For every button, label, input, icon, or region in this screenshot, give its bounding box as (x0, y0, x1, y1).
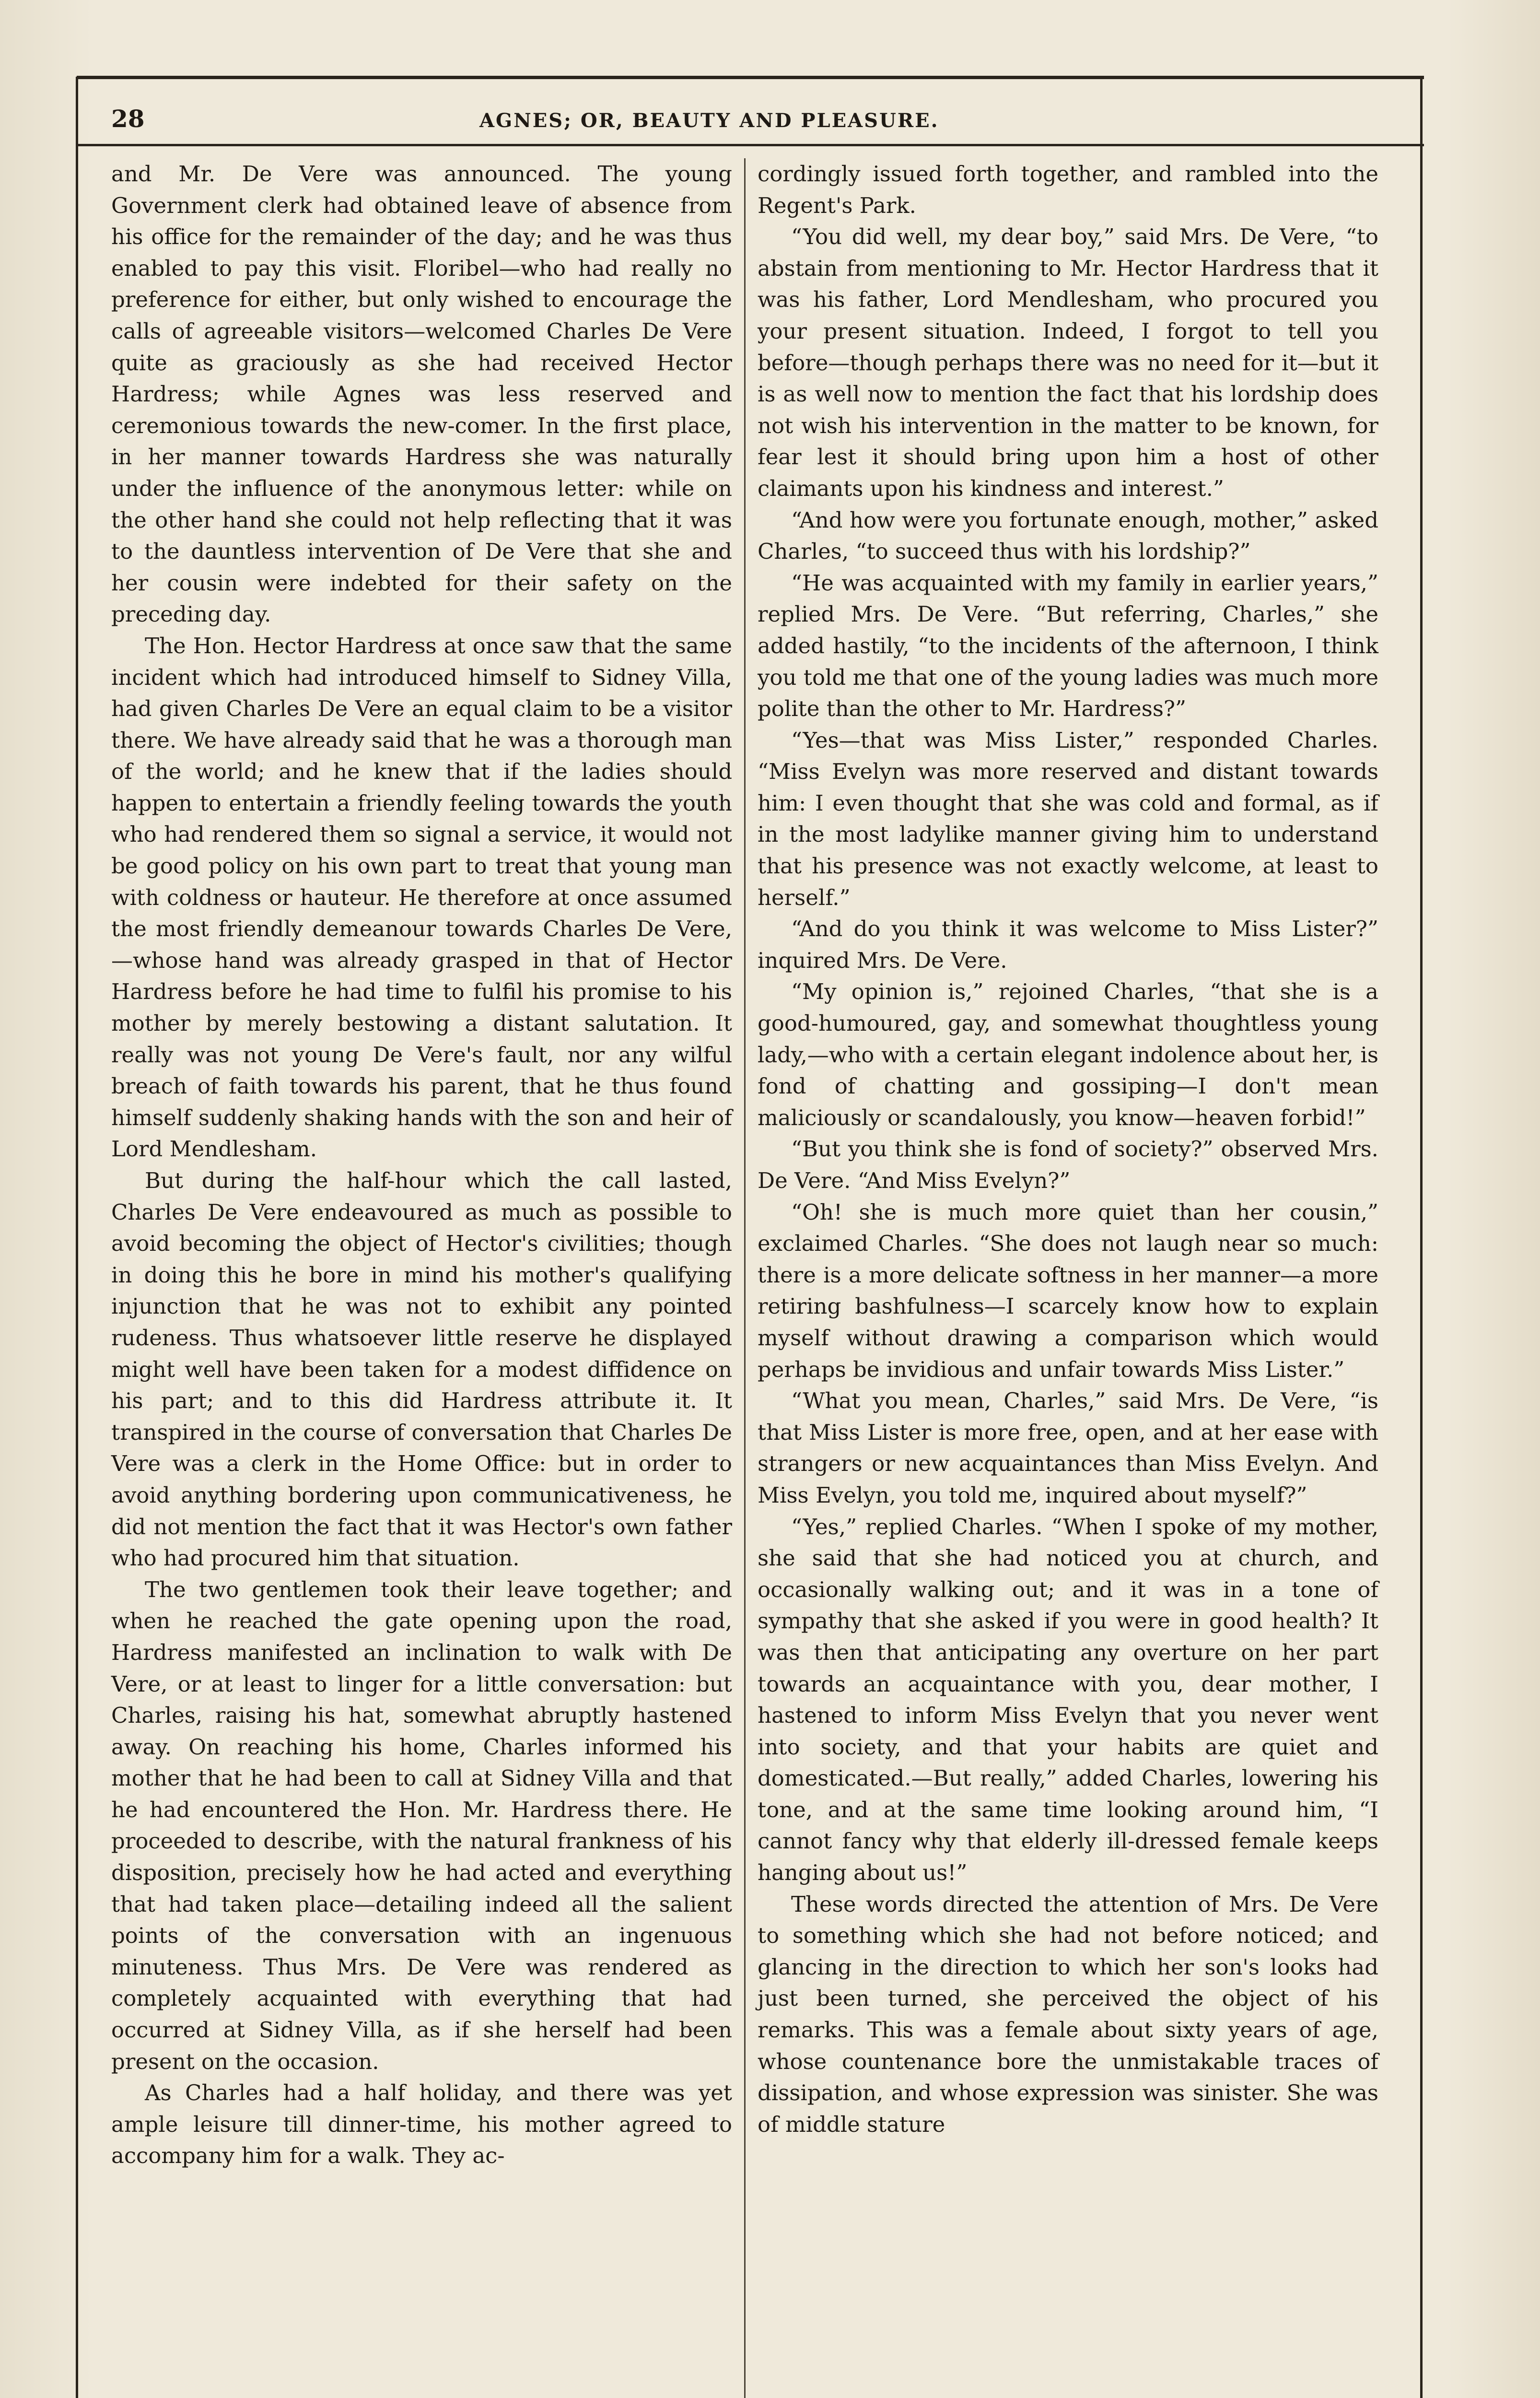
paragraph: “He was acquainted with my family in earlier years,” replied Mrs. De Vere. “But referring, Charles,” she added hastily, “to the incidents of the afternoon, I think you told me that one of the young ladies was much more polite than the other to Mr. Hardress?” (758, 570, 1378, 722)
left-border-rule (76, 77, 78, 2398)
paragraph: “Oh! she is much more quiet than her cousin,” exclaimed Charles. “She does not laugh near so much: there is a more delicate softness in her manner—a more retiring bashfulness—I scarcely know how to explain myself without drawing a comparison which would perhaps be invidious and unfair towards Miss Lister.” (758, 1199, 1378, 1382)
paragraph: The two gentlemen took their leave together; and when he reached the gate opening upon the road, Hardress manifested an inclination to walk with De Vere, or at least to linger for a little conversation: but Charles, raising his hat, somewhat abruptly hastened away. On reaching his home, Charles informed his mother that he had been to call at Sidney Villa and that he had encountered the Hon. Mr. Hardress there. He proceeded to describe, with the natural frankness of his disposition, precisely how he had acted and everything that had taken place—detailing indeed all the salient points of the conversation with an ingenuous minuteness. Thus Mrs. De Vere was rendered as completely acquainted with everything that had occurred at Sidney Villa, as if she herself had been present on the occasion. (111, 1576, 732, 2074)
paragraph: “Yes,” replied Charles. “When I spoke of my mother, she said that she had noticed you at church, and occasionally walking out; and it was in a tone of sympathy that she asked if you were in good health? It was then that anticipating any overture on her part towards an acquaintance with you, dear mother, I hastened to inform Miss Evelyn that you never went into society, and that your habits are quiet and domesticated.—But really,” added Charles, lowering his tone, and at the same time looking around him, “I cannot fancy why that elderly ill-dressed female keeps hanging about us!” (758, 1514, 1378, 1886)
right-column (758, 158, 1378, 2140)
top-border-rule (77, 76, 1424, 79)
paragraph: But during the half-hour which the call lasted, Charles De Vere endeavoured as much as possible to avoid becoming the object of Hector's civilities; though in doing this he bore in mind his mother's qualifying injunction that he was not to exhibit any pointed rudeness. Thus whatsoever little reserve he displayed might well have been taken for a modest diffidence on his part; and to this did Hardress attribute it. It transpired in the course of conversation that Charles De Vere was a clerk in the Home Office: but in order to avoid anything bordering upon communicativeness, he did not mention the fact that it was Hector's own father who had procured him that situation. (111, 1168, 732, 1571)
paragraph: As Charles had a half holiday, and there was yet ample leisure till dinner-time, his mother agreed to accompany him for a walk. They ac- (111, 2080, 732, 2169)
paragraph: These words directed the attention of Mrs. De Vere to something which she had not before noticed; and glancing in the direction to which her son's looks had just been turned, she perceived the object of his remarks. This was a female about sixty years of age, whose countenance bore the unmistakable traces of dissipation, and whose expression was sinister. She was of middle stature (758, 1891, 1378, 2137)
paragraph: “You did well, my dear boy,” said Mrs. De Vere, “to abstain from mentioning to Mr. Hector Hardress that it was his father, Lord Mendlesham, who procured you your present situation. Indeed, I forgot to tell you before—though perhaps there was no need for it—but it is as well now to mention the fact that his lordship does not wish his intervention in the matter to be known, for fear lest it should bring upon him a host of other claimants upon his kindness and interest.” (758, 224, 1378, 501)
paragraph: “But you think she is fond of society?” observed Mrs. De Vere. “And Miss Evelyn?” (758, 1136, 1378, 1193)
paragraph: “And do you think it was welcome to Miss Lister?” inquired Mrs. De Vere. (758, 916, 1378, 973)
paragraph: “What you mean, Charles,” said Mrs. De Vere, “is that Miss Lister is more free, open, and at her ease with strangers or new acquaintances than Miss Evelyn. And Miss Evelyn, you told me, inquired about myself?” (758, 1388, 1378, 1508)
header-rule (77, 144, 1424, 146)
paragraph: The Hon. Hector Hardress at once saw that the same incident which had introduced himself to Sidney Villa, had given Charles De Vere an equal claim to be a visitor there. We have already said that he was a thorough man of the world; and he knew that if the ladies should happen to entertain a friendly feeling towards the youth who had rendered them so signal a service, it would not be good policy on his own part to treat that young man with coldness or hauteur. He therefore at once assumed the most friendly demeanour towards Charles De Vere,—whose hand was already grasped in that of Hector Hardress before he had time to fulfil his promise to his mother by merely bestowing a distant salutation. It really was not young De Vere's fault, nor any wilful breach of faith towards his parent, that he thus found himself suddenly shaking hands with the son and heir of Lord Mendlesham. (111, 633, 732, 1162)
paragraph: cordingly issued forth together, and rambled into the Regent's Park. (758, 161, 1378, 218)
right-border-rule (1420, 77, 1423, 2398)
running-head: AGNES; OR, BEAUTY AND PLEASURE. (479, 109, 939, 132)
left-column (111, 158, 732, 2172)
paragraph: “And how were you fortunate enough, mother,” asked Charles, “to succeed thus with his lordship?” (758, 507, 1378, 564)
column-divider (744, 158, 746, 2398)
page-number: 28 (111, 105, 145, 133)
paragraph: “Yes—that was Miss Lister,” responded Charles. “Miss Evelyn was more reserved and distant towards him: I even thought that she was cold and formal, as if in the most ladylike manner giving him to understand that his presence was not exactly welcome, at least to herself.” (758, 727, 1378, 910)
paragraph: “My opinion is,” rejoined Charles, “that she is a good-humoured, gay, and somewhat thoughtless young lady,—who with a certain elegant indolence about her, is fond of chatting and gossiping—I don't mean maliciously or scandalously, you know—heaven forbid!” (758, 979, 1378, 1130)
paragraph: and Mr. De Vere was announced. The young Government clerk had obtained leave of absence from his office for the remainder of the day; and he was thus enabled to pay this visit. Floribel—who had really no preference for either, but only wished to encourage the calls of agreeable visitors—welcomed Charles De Vere quite as graciously as she had received Hector Hardress; while Agnes was less reserved and ceremonious towards the new-comer. In the first place, in her manner towards Hardress she was naturally under the influence of the anonymous letter: while on the other hand she could not help reflecting that it was to the dauntless intervention of De Vere that she and her cousin were indebted for their safety on the preceding day. (111, 161, 732, 627)
